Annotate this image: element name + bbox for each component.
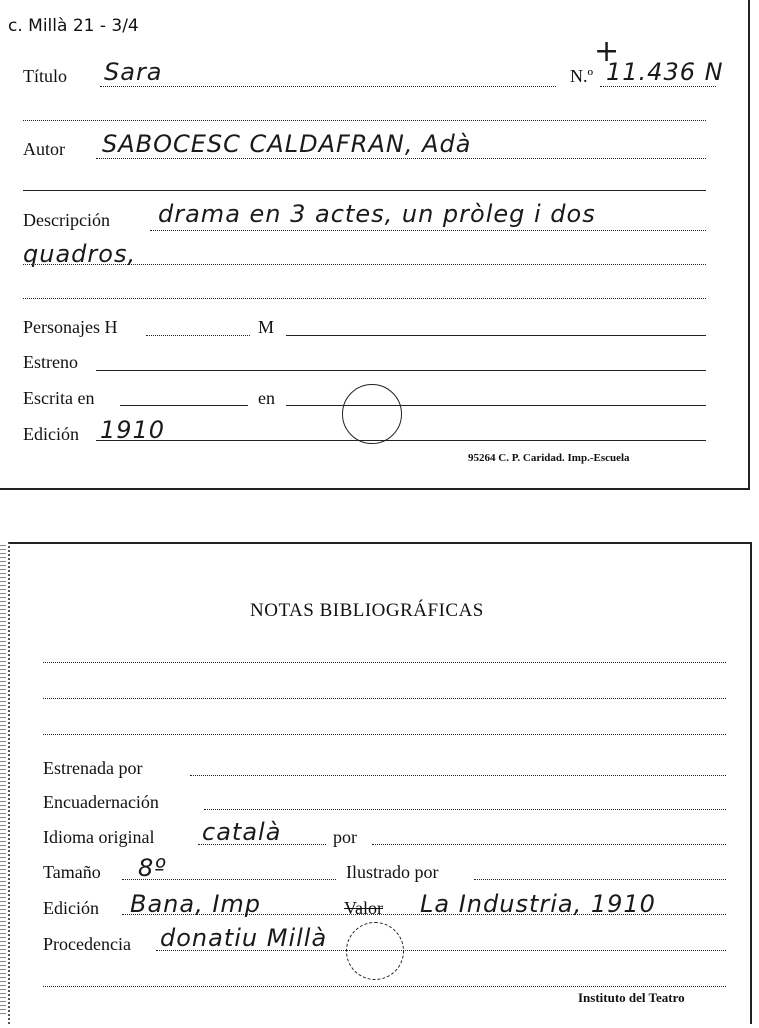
numero-label: N.º <box>570 66 594 86</box>
encuadernacion-label: Encuadernación <box>43 792 159 812</box>
descripcion-underline-2 <box>23 264 706 265</box>
descripcion-line1: drama en 3 actes, un pròleg i dos <box>158 200 596 228</box>
catalog-card-back <box>8 542 752 1024</box>
titulo-line <box>100 86 556 87</box>
procedencia-value: donatiu Millà <box>160 924 328 952</box>
idioma-por-line <box>372 844 726 845</box>
titulo-label: Título <box>23 66 67 86</box>
numero-value: 11.436 N <box>606 58 724 86</box>
numero-line <box>600 86 716 87</box>
ilustrado-label: Ilustrado por <box>346 862 439 882</box>
escrita-label: Escrita en <box>23 388 95 408</box>
valor-label: Valor <box>344 898 383 918</box>
tamano-label: Tamaño <box>43 862 101 882</box>
notas-line-2 <box>43 698 726 699</box>
autor-label: Autor <box>23 139 65 159</box>
ilustrado-line <box>474 879 726 880</box>
edicion-value-2: Bana, Imp <box>130 890 262 918</box>
por-label: por <box>333 827 357 847</box>
estrenada-line <box>190 775 726 776</box>
descripcion-underline-1 <box>150 230 706 231</box>
corner-note: c. Millà 21 - 3/4 <box>8 16 139 36</box>
notas-heading: NOTAS BIBLIOGRÁFICAS <box>250 600 484 621</box>
catalog-card-front <box>0 0 750 490</box>
notas-line-bottom <box>43 986 726 987</box>
edicion-line-2 <box>122 914 726 915</box>
edicion-line <box>96 440 706 441</box>
tamano-line <box>122 879 336 880</box>
idioma-line <box>198 844 326 845</box>
edicion-label: Edición <box>23 424 79 444</box>
estrenada-label: Estrenada por <box>43 758 143 778</box>
estreno-line <box>96 370 706 371</box>
m-label: M <box>258 317 275 337</box>
scan-edge-left <box>0 545 6 1015</box>
titulo-value: Sara <box>104 58 163 86</box>
idioma-value: català <box>202 818 282 846</box>
blank-line-2 <box>23 190 706 191</box>
idioma-label: Idioma original <box>43 827 155 847</box>
edicion-value: 1910 <box>100 416 166 444</box>
procedencia-label: Procedencia <box>43 934 131 954</box>
en-label: en <box>258 388 275 408</box>
autor-line <box>96 158 706 159</box>
notas-line-3 <box>43 734 726 735</box>
plus-mark: + <box>594 34 621 69</box>
autor-value: SABOCESC CALDAFRAN, Adà <box>102 130 472 158</box>
escrita-line <box>120 405 248 406</box>
personajes-h-line <box>146 335 250 336</box>
blank-line-3 <box>23 298 706 299</box>
encuadernacion-line <box>204 809 726 810</box>
edicion-value-3: La Industria, 1910 <box>420 890 656 918</box>
estreno-label: Estreno <box>23 352 78 372</box>
punch-hole-2 <box>346 922 404 980</box>
descripcion-label: Descripción <box>23 210 110 230</box>
personajes-label: Personajes H <box>23 317 118 337</box>
descripcion-line2: quadros, <box>23 240 137 268</box>
tamano-value: 8º <box>138 854 167 882</box>
institution-name: Instituto del Teatro <box>578 990 685 1005</box>
notas-line-1 <box>43 662 726 663</box>
personajes-m-line <box>286 335 706 336</box>
procedencia-line <box>156 950 726 951</box>
printer-note: 95264 C. P. Caridad. Imp.-Escuela <box>468 452 630 464</box>
edicion-label-2: Edición <box>43 898 99 918</box>
blank-line-1 <box>23 120 706 121</box>
punch-hole <box>342 384 402 444</box>
